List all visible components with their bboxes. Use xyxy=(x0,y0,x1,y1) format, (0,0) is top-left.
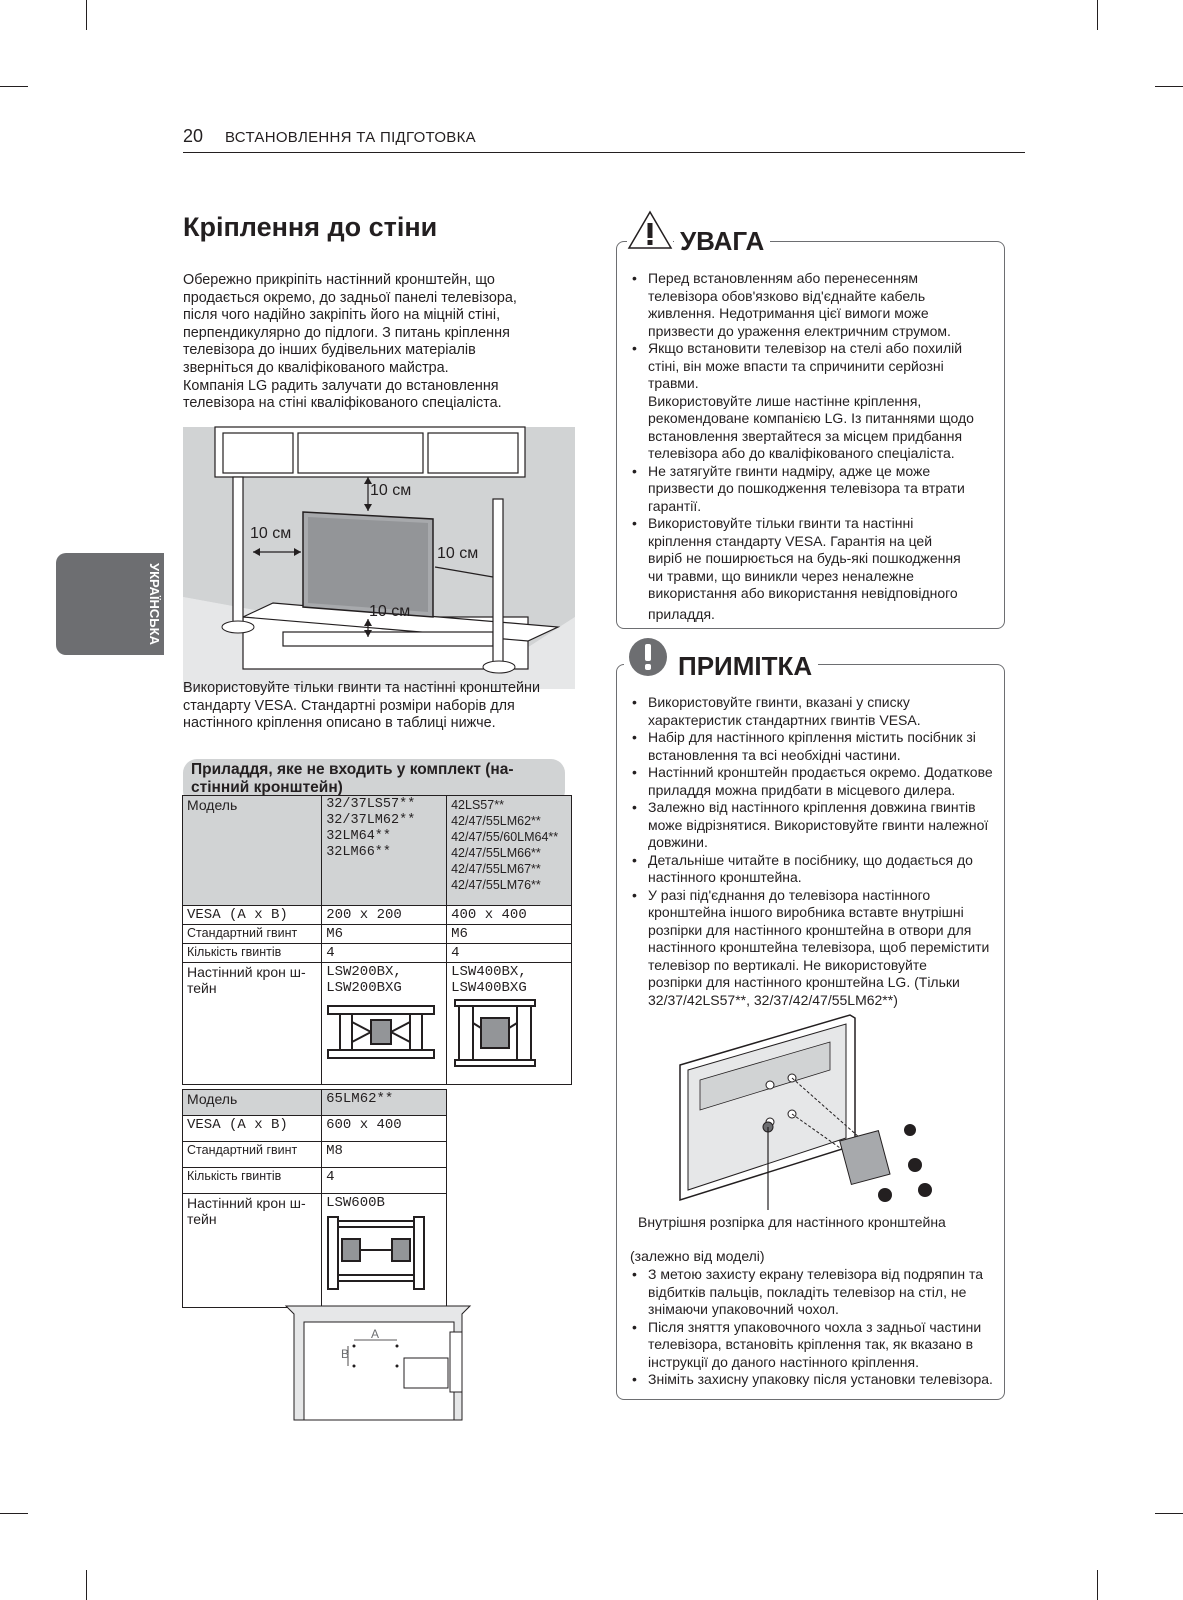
model-label: Модель xyxy=(183,796,322,906)
label-line: Настінний крон ш- xyxy=(187,1195,306,1211)
table-cell: M8 xyxy=(322,1142,447,1168)
dimension-a-label: A xyxy=(371,1327,380,1341)
table-cell: 4 xyxy=(447,944,572,963)
crop-mark xyxy=(86,1570,87,1600)
heading-line: Приладдя, яке не входить у комплект (на- xyxy=(191,761,514,778)
list-item xyxy=(630,270,974,340)
text-line: призвести до пошкодження телевізора та втрати xyxy=(648,480,965,496)
warning-triangle-icon xyxy=(627,209,673,251)
text-line: виріб не поширюється на будь-які пошкодження xyxy=(648,550,961,566)
text-line: Використовуйте тільки гвинти та настінні кронштейни xyxy=(183,680,540,696)
model-code: 42/47/55LM67** xyxy=(451,862,541,876)
text-line: • Набір для настінного кріплення містить посібник зі xyxy=(648,729,976,745)
table-row xyxy=(183,1168,447,1194)
model-code: 32LM64** xyxy=(326,829,392,844)
text-line: • Зніміть захисну упаковку після установки телевізора. xyxy=(648,1371,993,1387)
text-line: розпірки для настінного кронштейна в отвори для xyxy=(648,921,972,938)
spacer-caption: Внутрішня розпірка для настінного кронштейна xyxy=(638,1214,946,1230)
row-label: Стандартний гвинт xyxy=(183,1142,322,1168)
list-item xyxy=(630,1266,993,1319)
text-line: телевізора обов'язково від'єднайте кабель xyxy=(648,287,926,304)
table-row xyxy=(183,963,572,1085)
caution-title: УВАГА xyxy=(674,226,770,257)
text-line: характеристик стандартних гвинтів VESA. xyxy=(648,711,921,728)
bracket-code: LSW400BX, xyxy=(451,964,527,980)
text-line: рекомендоване компанією LG. Із питаннями щодо xyxy=(648,410,974,426)
label-line: тейн xyxy=(187,980,217,996)
text-line: кронштейна іншого виробника вставте внутрішні xyxy=(648,904,964,920)
table-row xyxy=(183,925,572,944)
text-line: • Після зняття упаковочного чохла з задньої частини xyxy=(648,1318,982,1335)
wall-mount-illustration xyxy=(183,427,575,689)
crop-mark xyxy=(1155,1513,1183,1514)
vesa-ab-diagram xyxy=(286,1306,470,1420)
page-header xyxy=(183,126,1025,153)
crop-mark xyxy=(0,1513,28,1514)
text-line: знімаючи упаковочний чохол. xyxy=(648,1301,839,1317)
model-code: 42LS57** xyxy=(451,798,504,812)
text-line: встановлення та всі необхідні частини. xyxy=(648,746,901,763)
list-item xyxy=(630,1319,993,1372)
crop-mark xyxy=(1097,1570,1098,1600)
page-number: 20 xyxy=(183,126,204,146)
text-line: • Перед встановленням або перенесенням xyxy=(648,270,919,286)
text-line: • Використовуйте гвинти, вказані у списку xyxy=(648,694,910,710)
spec-table-1 xyxy=(182,795,572,1085)
text-line: довжини. xyxy=(648,834,708,850)
row-label: Стандартний гвинт xyxy=(183,925,322,944)
crop-mark xyxy=(86,0,87,30)
list-item xyxy=(630,799,993,852)
intro-paragraph xyxy=(183,272,517,413)
caution-list xyxy=(630,270,974,623)
text-line: • Не затягуйте гвинти надміру, адже це може xyxy=(648,462,931,479)
list-item xyxy=(630,1371,993,1389)
bracket-cell xyxy=(322,1194,447,1308)
row-label: Кількість гвинтів xyxy=(183,944,322,963)
clearance-left-label: 10 см xyxy=(250,525,292,542)
model-label: Модель xyxy=(183,1090,322,1116)
text-line: телевізора на стіні кваліфікованого спеціаліста. xyxy=(183,395,502,412)
text-line: може відрізнятися. Використовуйте гвинти належної xyxy=(648,816,989,833)
label-line: Настінний крон ш- xyxy=(187,964,306,980)
table-row xyxy=(183,1142,447,1168)
table-cell: M6 xyxy=(322,925,447,944)
text-line: чи травми, що виникли через неналежне xyxy=(648,567,914,584)
crop-mark xyxy=(1155,86,1183,87)
table-row xyxy=(183,944,572,963)
text-line: 32/37/42LS57**, 32/37/42/47/55LM62**) xyxy=(648,991,898,1008)
row-label xyxy=(183,1194,322,1308)
text-line: перпендикулярно до підлоги. З питань кріплення xyxy=(183,324,510,341)
table-cell: 4 xyxy=(322,1168,447,1194)
table-row xyxy=(183,1090,447,1116)
list-item xyxy=(630,887,993,1010)
model-code: 65LM62** xyxy=(322,1090,447,1116)
page-title: Кріплення до стіни xyxy=(183,212,438,242)
row-label xyxy=(183,963,322,1085)
bracket-image xyxy=(326,1213,436,1293)
clearance-bottom-label: 10 см xyxy=(369,603,411,620)
text-line: встановлення звертайтеся за місцем придбання xyxy=(648,427,963,444)
text-line: • З метою захисту екрану телевізора від подряпин та xyxy=(648,1266,984,1282)
table-row xyxy=(183,1194,447,1308)
note-list-2 xyxy=(630,1266,993,1389)
model-code: 42/47/55/60LM64** xyxy=(451,830,559,844)
text-line: живлення. Недотримання цієї вимоги може xyxy=(648,305,929,321)
section-title: ВСТАНОВЛЕННЯ ТА ПІДГОТОВКА xyxy=(225,129,476,146)
note-title: ПРИМІТКА xyxy=(672,651,818,682)
clearance-top-label: 10 см xyxy=(370,482,412,499)
text-line: відбитків пальців, покладіть телевізор на стіл, не xyxy=(648,1283,967,1300)
list-item xyxy=(630,340,974,463)
bracket-image xyxy=(326,1002,436,1062)
text-line: гарантії. xyxy=(648,497,702,514)
text-line: настінного кронштейна телевізора, щоб перемістити xyxy=(648,939,990,955)
model-cell xyxy=(322,796,447,906)
table-cell: 600 x 400 xyxy=(322,1116,447,1142)
model-code: 42/47/55LM76** xyxy=(451,878,541,892)
text-line: інструкції до даного настінного кріплення. xyxy=(648,1353,919,1370)
text-line: настінного кронштейна. xyxy=(648,869,802,885)
text-line: Обережно прикріпіть настінний кронштейн, що xyxy=(183,272,495,288)
text-line: • У разі під'єднання до телевізора настінного xyxy=(648,886,931,903)
bracket-code: LSW200BX, xyxy=(326,964,402,980)
table-cell: 4 xyxy=(322,944,447,963)
text-line: настінного кріплення описано в таблиці нижче. xyxy=(183,715,496,732)
table-row xyxy=(183,796,572,906)
bracket-cell xyxy=(322,963,447,1085)
crop-mark xyxy=(1097,0,1098,30)
text-line: Компанія LG радить залучати до встановлення xyxy=(183,377,499,394)
bracket-code: LSW400BXG xyxy=(451,980,527,996)
spec-table-2 xyxy=(182,1089,447,1308)
model-cell xyxy=(447,796,572,906)
list-item xyxy=(630,463,974,516)
row-label: VESA (A x B) xyxy=(183,906,322,925)
vesa-paragraph xyxy=(183,680,540,733)
label-line: тейн xyxy=(187,1211,217,1227)
list-item xyxy=(630,729,993,764)
text-line: зверніться до кваліфікованого майстра. xyxy=(183,359,449,376)
heading-line: стінний кронштейн) xyxy=(191,779,343,796)
model-code: 42/47/55LM66** xyxy=(451,846,541,860)
text-line: після чого надійно закріпіть його на міцній стіні, xyxy=(183,307,501,324)
text-line: приладдя можна придбати в місцевого дилера. xyxy=(648,781,956,798)
text-line: • Детальніше читайте в посібнику, що додається до xyxy=(648,851,973,868)
bracket-image xyxy=(451,998,541,1068)
model-code: 42/47/55LM62** xyxy=(451,814,541,828)
text-line: телевізора до інших будівельних матеріалів xyxy=(183,342,476,359)
text-line: травми. xyxy=(648,375,699,391)
text-line: розпірки для настінного кронштейна LG. (Тільки xyxy=(648,974,960,990)
text-line: • Якщо встановити телевізор на стелі або похилій xyxy=(648,340,963,356)
table-cell: 200 x 200 xyxy=(322,906,447,925)
table-row xyxy=(183,906,572,925)
table-row xyxy=(183,1116,447,1142)
bracket-cell xyxy=(447,963,572,1085)
list-item xyxy=(630,764,993,799)
text-line: • Використовуйте тільки гвинти та настінні xyxy=(648,515,914,531)
model-code: 32/37LM62** xyxy=(326,813,416,828)
text-line: приладдя. xyxy=(648,605,715,622)
model-code: 32LM66** xyxy=(326,845,392,860)
note-list xyxy=(630,694,993,1009)
text-line: Використовуйте лише настінне кріплення, xyxy=(648,392,922,409)
model-code: 32/37LS57** xyxy=(326,797,416,812)
list-item xyxy=(630,694,993,729)
dimension-b-label: B xyxy=(341,1347,350,1361)
text-line: стіні, він може впасти та спричинити серйозні xyxy=(648,357,944,374)
text-line: телевізора або до кваліфікованого спеціаліста. xyxy=(648,445,955,461)
crop-mark xyxy=(0,86,28,87)
text-line: призвести до ураження електричним струмом. xyxy=(648,322,951,339)
text-line: продається окремо, до задньої панелі телевізора, xyxy=(183,289,517,306)
bracket-code: LSW200BXG xyxy=(326,980,402,996)
text-line: телевізор по вертикалі. Не використовуйте xyxy=(648,956,927,973)
model-dependent-note: (залежно від моделі) xyxy=(630,1248,765,1264)
note-exclamation-icon xyxy=(624,634,672,680)
tv-back-spacer-illustration xyxy=(680,1010,950,1210)
row-label: VESA (A x B) xyxy=(183,1116,322,1142)
clearance-right-label: 10 см xyxy=(437,545,479,562)
text-line: телевізора, встановіть кріплення так, як вказано в xyxy=(648,1336,974,1352)
list-item xyxy=(630,515,974,623)
language-tab-label: УКРАЇНСЬКА xyxy=(147,563,162,645)
row-label: Кількість гвинтів xyxy=(183,1168,322,1194)
table-cell: M6 xyxy=(447,925,572,944)
text-line: • Настінний кронштейн продається окремо. Додаткове xyxy=(648,764,993,780)
text-line: використання або використання невідповідного xyxy=(648,585,958,601)
text-line: • Залежно від настінного кріплення довжина гвинтів xyxy=(648,799,976,815)
text-line: стандарту VESA. Стандартні розміри наборів для xyxy=(183,697,515,714)
table-cell: 400 x 400 xyxy=(447,906,572,925)
list-item xyxy=(630,852,993,887)
bracket-code: LSW600B xyxy=(326,1195,385,1211)
text-line: кріплення стандарту VESA. Гарантія на цей xyxy=(648,532,933,549)
